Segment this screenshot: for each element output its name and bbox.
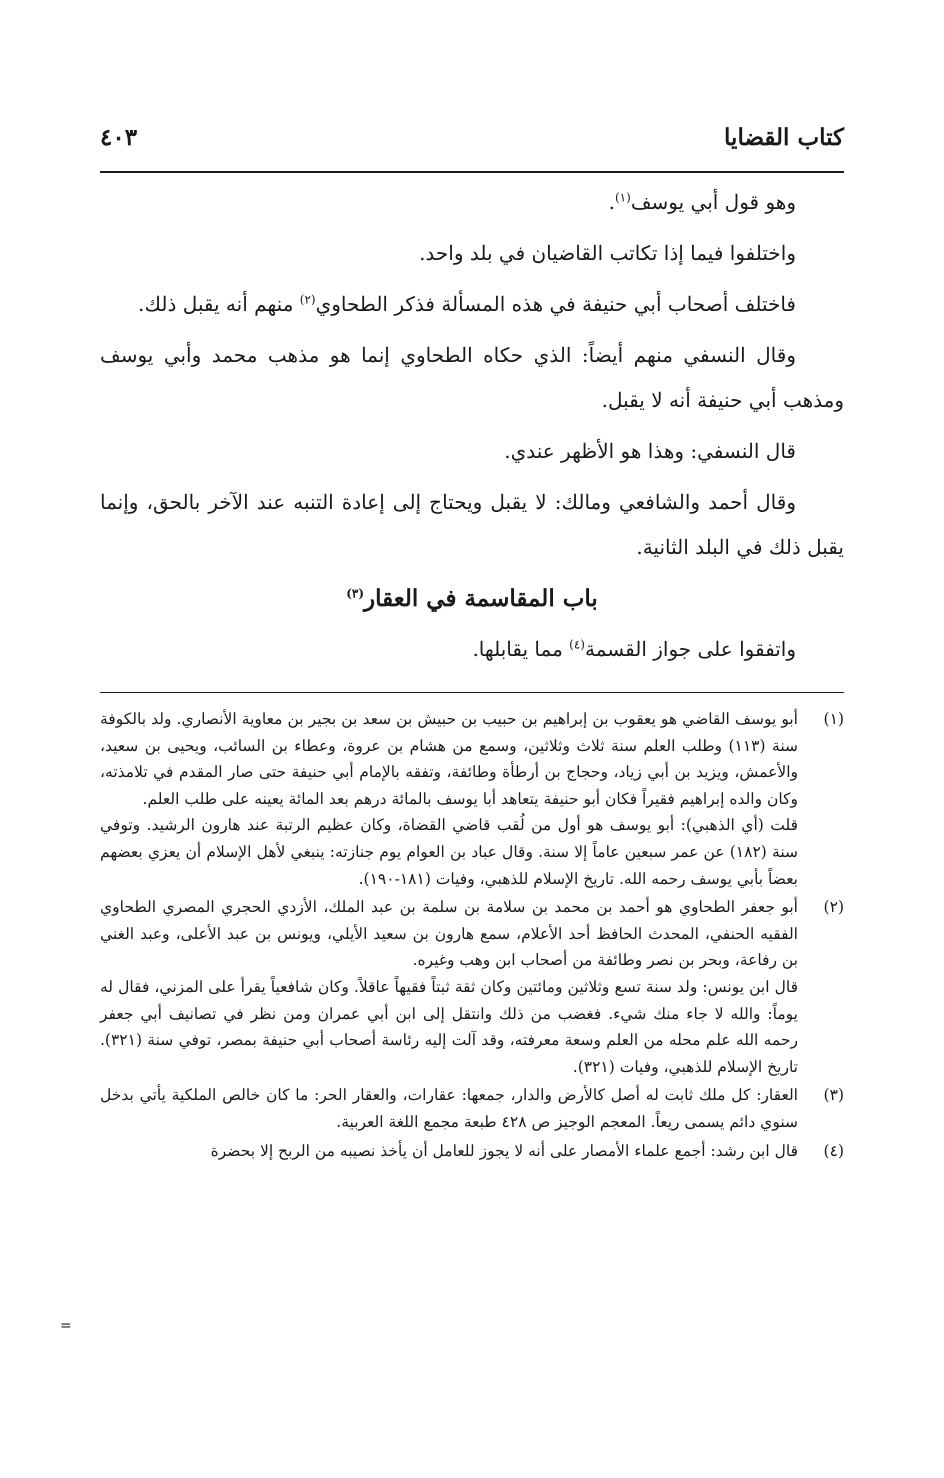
paragraph [100,282,844,327]
paragraph: قال النسفي: وهذا هو الأظهر عندي. [504,439,796,463]
footnote-number: (٣) [823,1086,844,1105]
paragraph-text: واتفقوا على جواز القسمة [584,637,796,661]
footnote [100,706,844,892]
paragraph-text: منهم أنه يقبل ذلك. [138,292,300,316]
footnote-text: العقار: كل ملك ثابت له أصل كالأرض والدار، جمعها: عقارات، والعقار الحر: ما كان خالص الملكية يأتي بدخل سنوي دائم يسمى ريعاً. المعجم الوجيز ص ٤٢٨ طبعة مجمع اللغة العربية. [100,1086,798,1131]
footnote-text: قلت (أي الذهبي): أبو يوسف هو أول من لُقب قاضي القضاة، وكان عظيم الرتبة عند هارون الرشيد. وتوفي سنة (١٨٢) عن عمر سبعين عاماً إلا سنة. وقال عباد بن العوام يوم جنازته: ينبغي لأهل الإسلام أن يعزي بعضهم بعضاً بأبي يوسف رحمه الله. تاريخ الإسلام للذهبي، وفيات (١٨١-١٩٠). [100,816,798,888]
footnote-ref: (١) [614,190,631,205]
continuation-mark: = [60,1318,72,1334]
header-title: كتاب القضايا [724,124,844,151]
footnote-text: أبو يوسف القاضي هو يعقوب بن إبراهيم بن حبيب بن حبيش بن سعد بن بجير بن معاوية الأنصاري. ولد بالكوفة سنة (١١٣) وطلب العلم سنة ثلاث وثلاثين، وسمع من هشام بن عروة، وعطاء بن السائب، ويحيى بن سعيد، والأعمش، ويزيد بن أبي زياد، وحجاج بن أرطأة وطائفة، وتفقه بالإمام أبي حنيفة حتى صار المقدم في تلامذته، وكان والده إبراهيم فقيراً فكان أبو حنيفة يتعاهد أبا يوسف بالمائة درهم بعد المائة يعينه على طلب العلم. [100,710,798,808]
footnote-ref: (٣) [346,586,365,601]
paragraph: واختلفوا فيما إذا تكاتب القاضيان في بلد واحد. [419,241,796,265]
footnote-number: (٤) [823,1141,844,1160]
footnote-ref: (٢) [299,292,316,307]
footnote [100,1138,844,1165]
footnotes [100,706,844,1166]
footnote-number: (٢) [823,898,844,917]
footnote-ref: (٤) [569,637,585,652]
footnote [100,894,844,1080]
paragraph-text: . [608,190,615,214]
running-header [100,124,844,164]
footnote-number: (١) [823,710,844,728]
header-rule [100,171,844,173]
footnote-text: أبو جعفر الطحاوي هو أحمد بن محمد بن سلامة بن سلمة بن عبد الملك، الأزدي الحجري المصري الطحاوي الفقيه الحنفي، المحدث الحافظ أحد الأعلام، سمع هارون بن سعيد الأيلي، ويونس بن عبد الأعلى، وعبد الغني بن رفاعة، وبحر بن نصر وطائفة من أصحاب ابن وهب وغيره. [100,898,798,970]
paragraph [100,180,844,225]
footnote-text: قال ابن رشد: أجمع علماء الأمصار على أنه لا يجوز للعامل أن يأخذ نصيبه من الربح إلا بحضرة [210,1141,798,1160]
paragraph: وقال أحمد والشافعي ومالك: لا يقبل ويحتاج إلى إعادة التنبه عند الآخر بالحق، وإنما يقبل ذلك في البلد الثانية. [100,490,844,559]
page-number: ٤٠٣ [100,124,138,151]
footnote-text: قال ابن يونس: ولد سنة تسع وثلاثين ومائتين وكان ثقة ثبتاً فقيهاً عاقلاً. وكان شافعياً يقرأ على المزني، فقال له يوماً: والله لا جاء منك شيء. فغضب من ذلك وانتقل إلى ابن أبي عمران ومن نظر في تصانيف أبي جعفر رحمه الله علم محله من العلم وسعة معرفته، وقد آلت إليه رئاسة أصحاب أبي حنيفة بمصر، توفي سنة (٣٢١). تاريخ الإسلام للذهبي، وفيات (٣٢١). [100,977,798,1076]
footnotes-rule [100,692,844,693]
paragraph-text: وهو قول أبي يوسف [630,190,796,214]
section-heading-text: باب المقاسمة في العقار [364,585,598,612]
paragraph [100,627,844,672]
section-heading [100,576,844,621]
paragraph: وقال النسفي منهم أيضاً: الذي حكاه الطحاوي إنما هو مذهب محمد وأبي يوسف ومذهب أبي حنيفة أنه لا يقبل. [100,343,844,412]
paragraph-text: مما يقابلها. [472,637,570,661]
footnote [100,1082,844,1135]
main-text [100,180,844,678]
paragraph-text: فاختلف أصحاب أبي حنيفة في هذه المسألة فذكر الطحاوي [315,292,796,316]
